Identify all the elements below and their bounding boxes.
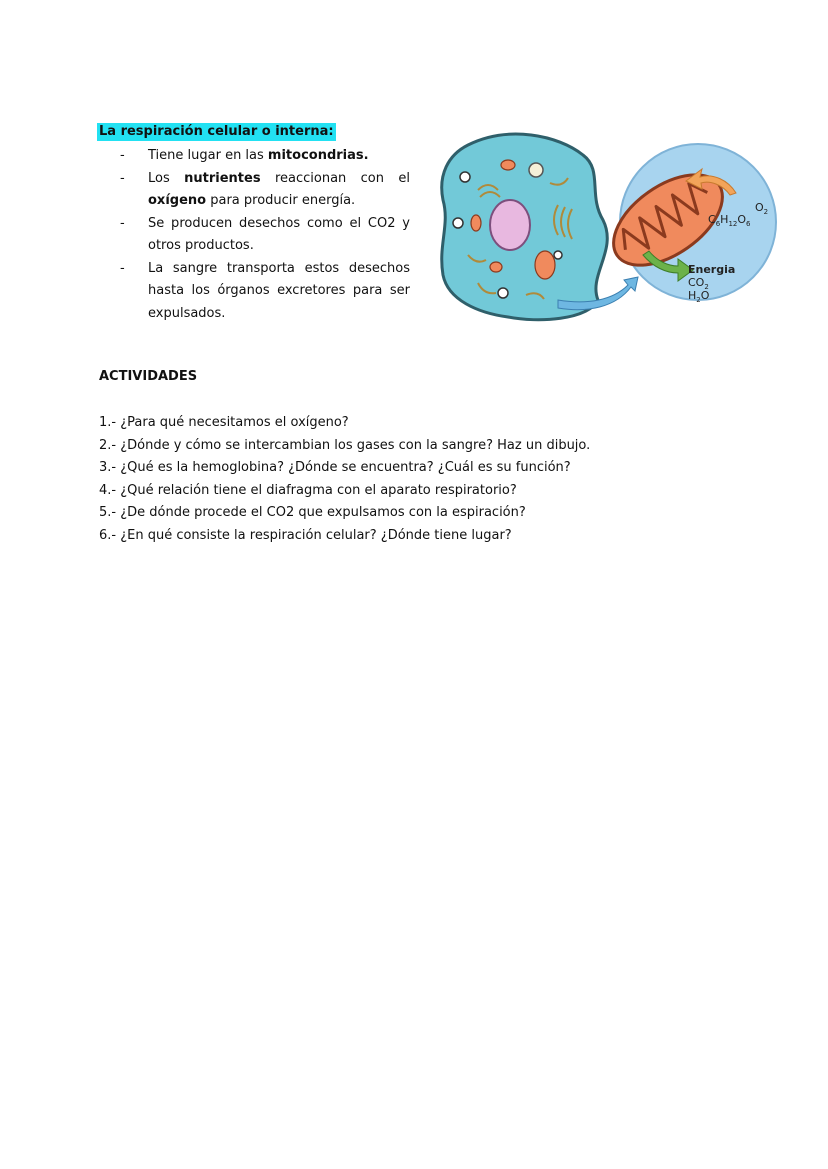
question-item: 1.- ¿Para qué necesitamos el oxígeno?	[99, 415, 349, 430]
input-formula-o2: $O_2$	[755, 201, 769, 216]
bullet-text: Se producen desechos como el CO2 y otros productos.	[148, 215, 410, 253]
bullet-text: La sangre transporta estos desechos hasta los órganos excretores para ser expulsados.	[148, 260, 410, 321]
bullet-list	[120, 145, 410, 325]
bullet-item	[120, 213, 410, 258]
input-formula-glucose: $C_6H_{12}O_6$	[708, 213, 751, 228]
question-item: 2.- ¿Dónde y cómo se intercambian los gases con la sangre? Haz un dibujo.	[99, 437, 591, 453]
output-formula-h2o: $H_2O$	[688, 289, 710, 304]
question-item: 4.- ¿Qué relación tiene el diafragma con el aparato respiratorio?	[99, 482, 517, 498]
cell-respiration-diagram	[438, 125, 778, 325]
question-item: 5.- ¿De dónde procede el CO2 que expulsamos con la espiración?	[99, 505, 526, 520]
bullet-item	[120, 145, 410, 168]
nucleus-icon	[490, 200, 530, 250]
question-item: 3.- ¿Qué es la hemoglobina? ¿Dónde se encuentra? ¿Cuál es su función?	[99, 460, 571, 475]
question-item: 6.- ¿En qué consiste la respiración celular? ¿Dónde tiene lugar?	[99, 527, 512, 543]
activities-title: ACTIVIDADES	[99, 369, 198, 384]
output-label: Energia	[688, 263, 736, 276]
bullet-item	[120, 258, 410, 326]
bullet-item	[120, 168, 410, 213]
section-title: La respiración celular o interna:	[99, 124, 334, 139]
bullet-text: para producir energía.	[206, 193, 356, 208]
output-formula-co2: $CO_2$	[688, 276, 709, 291]
questions-list	[99, 412, 590, 547]
bullet-text: Tiene lugar en las	[148, 148, 268, 163]
bullet-text: reaccionan con el	[260, 170, 410, 186]
bold-term: oxígeno	[148, 193, 207, 208]
bullet-text: Los	[148, 170, 185, 186]
bold-term: mitocondrias.	[267, 148, 369, 163]
bold-term: nutrientes	[184, 170, 261, 186]
